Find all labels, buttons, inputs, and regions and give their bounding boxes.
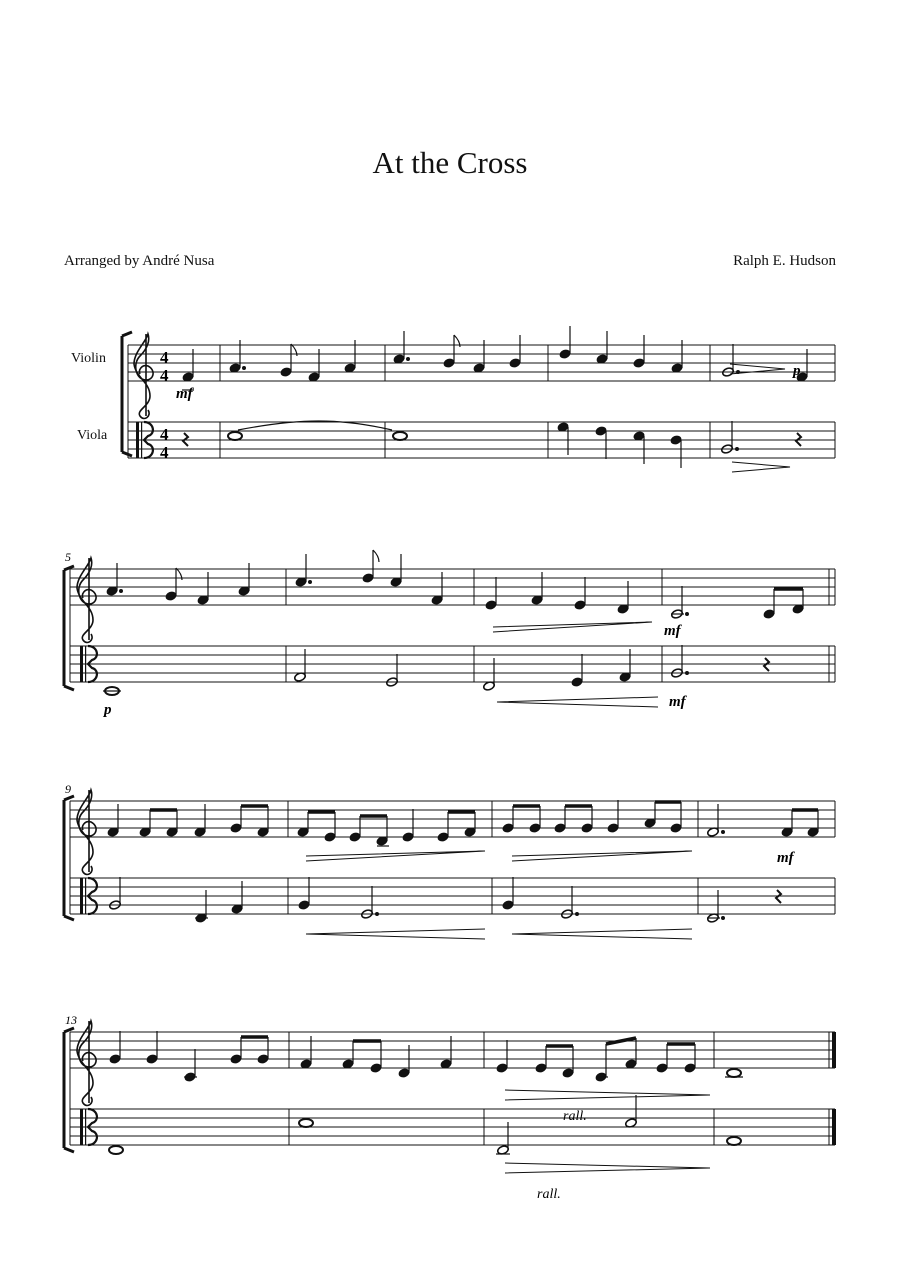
- viola-notes-sys3: [109, 877, 781, 939]
- treble-clef: [134, 334, 153, 418]
- rall-violin: rall.: [563, 1109, 587, 1124]
- time-sig-bottom-viola: 4: [160, 443, 169, 462]
- measure-number-9: 9: [65, 782, 71, 796]
- brace-1: [122, 332, 132, 456]
- system-1: [122, 326, 835, 472]
- dynamic-mf-viola-m8: mf: [669, 694, 686, 710]
- dynamic-mf-m12: mf: [777, 850, 794, 866]
- time-sig-top-viola: 4: [160, 425, 169, 444]
- viola-notes-sys4: [109, 1095, 741, 1173]
- time-sig-top: 4: [160, 348, 169, 367]
- instrument-label-viola: Viola: [77, 428, 108, 443]
- system-4: [64, 1013, 836, 1202]
- dynamic-p-m4: p: [793, 363, 801, 379]
- instrument-label-violin: Violin: [71, 351, 106, 366]
- composer-credit: Ralph E. Hudson: [733, 253, 836, 269]
- score-title: At the Cross: [372, 145, 528, 180]
- time-sig-bottom: 4: [160, 366, 169, 385]
- dynamic-mf-m1: mf: [176, 386, 193, 402]
- violin-notes-sys1: [182, 326, 808, 390]
- system-2: [64, 550, 835, 718]
- violin-notes-sys3: [107, 800, 819, 861]
- arranger-credit: Arranged by André Nusa: [64, 253, 215, 269]
- brace-3: [64, 796, 74, 920]
- violin-notes-sys2: [106, 550, 804, 632]
- brace-2: [64, 566, 74, 690]
- dynamic-p-m5: p: [104, 702, 112, 718]
- dynamic-mf-m8: mf: [664, 623, 681, 639]
- measure-number-13: 13: [65, 1013, 77, 1027]
- treble-clef-2: [77, 558, 96, 642]
- brace-4: [64, 1028, 74, 1152]
- system-3: [64, 782, 835, 939]
- measure-number-5: 5: [65, 550, 71, 564]
- rall-viola: rall.: [537, 1187, 561, 1202]
- treble-clef-4: [77, 1021, 96, 1105]
- viola-notes-sys1: [183, 421, 801, 472]
- treble-clef-3: [77, 790, 96, 874]
